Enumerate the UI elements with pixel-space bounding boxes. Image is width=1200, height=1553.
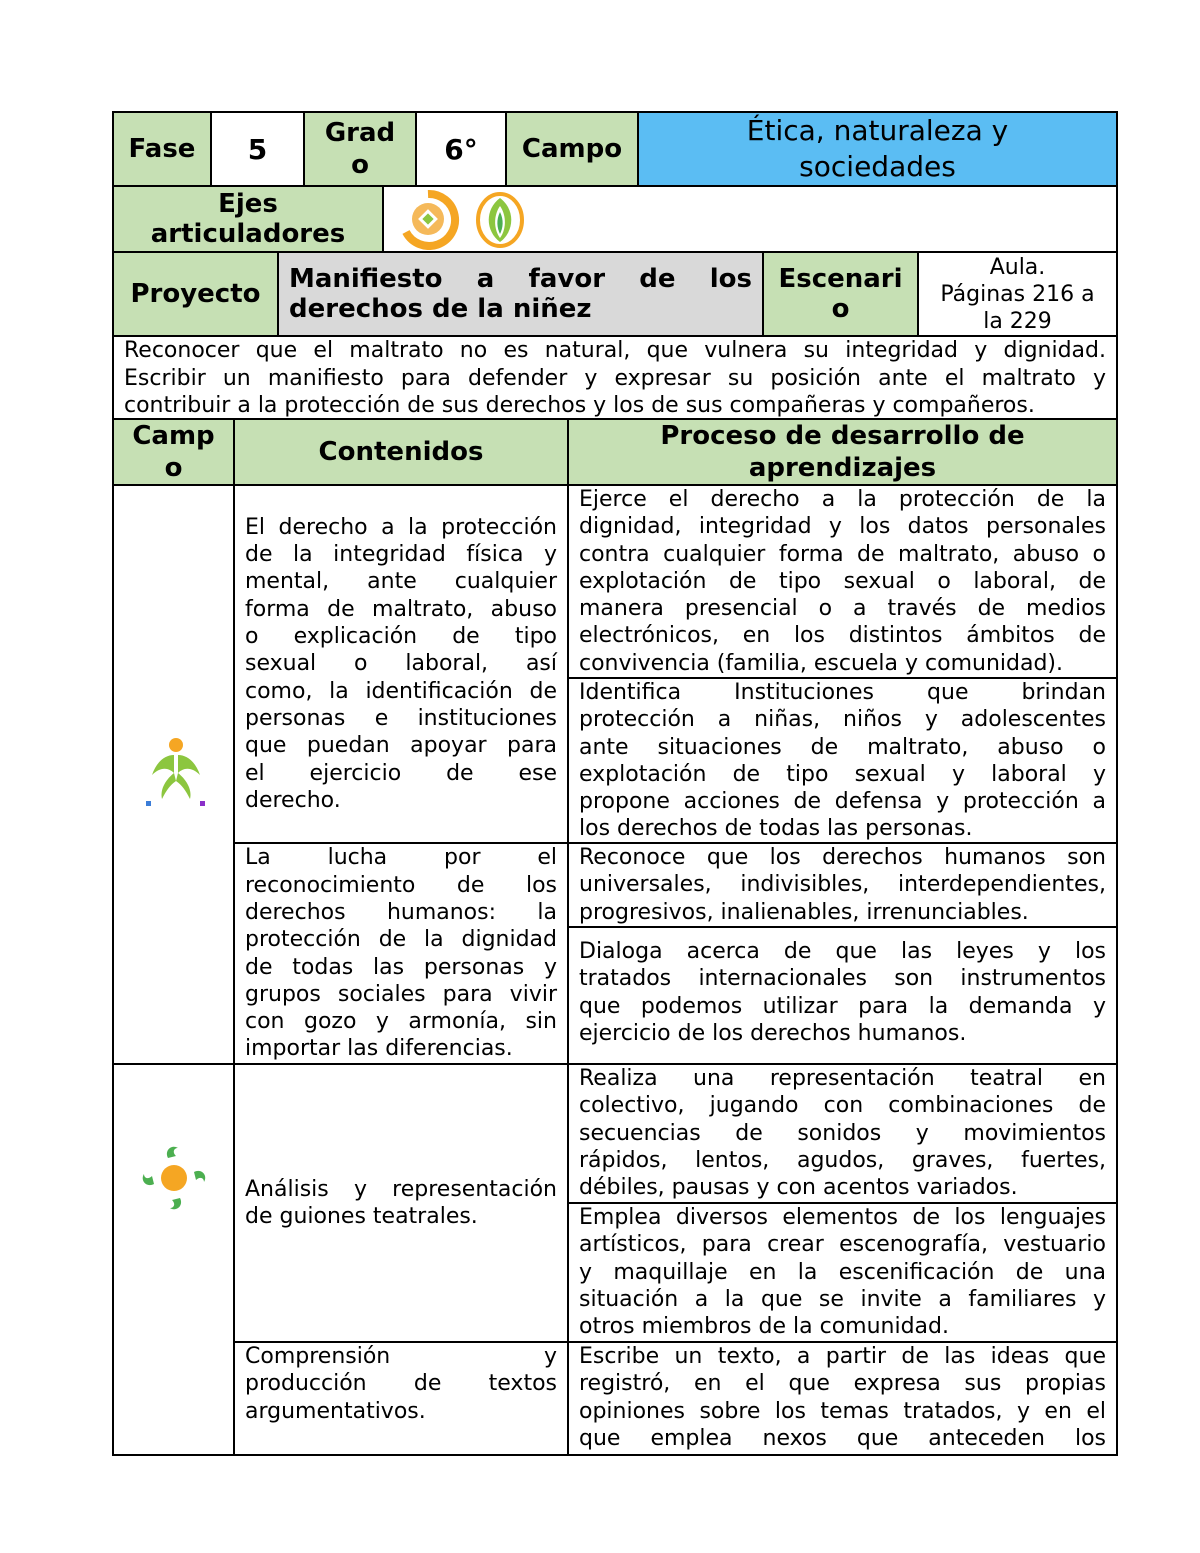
contenido-cell: Comprensión y producción de textos argumentativos. — [234, 1342, 568, 1455]
campo-icon-cell — [113, 1064, 234, 1455]
header-table — [112, 111, 1118, 187]
green-lotus-leaf-icon — [478, 194, 522, 246]
fase-value: 5 — [211, 112, 304, 186]
proceso-item: Escribe un texto, a partir de las ideas que registró, en el que expresa sus propias opiniones sobre los temas tratados, y en el que emplea nexos que anteceden los — [579, 1344, 1106, 1451]
contenido-cell: La lucha por el reconocimiento de los derechos humanos: la protección de la dignidad de todas las personas y grupos sociales para vivir con gozo y armonía, sin importar las diferencias. — [234, 843, 568, 1064]
ejes-table — [112, 185, 1118, 253]
proposito-text: Reconocer que el maltrato no es natural, que vulnera su integridad y dignidad. Escribir un manifiesto para defender y expresar su posición ante el maltrato y contribuir a la protección de sus derechos y los de sus compañeras y compañeros. — [113, 336, 1117, 421]
proceso-item: Identifica Instituciones que brindan protección a niñas, niños y adolescentes ante situaciones de maltrato, abuso o explotación de tipo sexual y laboral y propone acciones de defensa y protección a los derechos de todas las personas. — [569, 677, 1116, 842]
green-sprout-figure-icon — [134, 733, 214, 813]
proceso-item: Emplea diversos elementos de los lenguajes artísticos, para crear escenografía, vestuario y maquillaje en la escenificación de una situación a la que se invite a familiares y otros miembros de la comunidad. — [569, 1202, 1116, 1341]
proyecto-table — [112, 251, 1118, 337]
fase-label: Fase — [113, 112, 211, 186]
campo-icon-cell — [113, 485, 234, 1064]
proceso-cell — [568, 843, 1117, 1064]
campo-value: Ética, naturaleza y sociedades — [638, 112, 1117, 186]
ejes-label: Ejes articuladores — [113, 186, 383, 252]
escenario-label: Escenari o — [763, 252, 918, 336]
proceso-item: Ejerce el derecho a la protección de la dignidad, integridad y los datos personales contra cualquier forma de maltrato, abuso o explotación de tipo sexual o laboral, de manera presencial o a través de medios electrónicos, en los distintos ámbitos de convivencia (familia, escuela y comunidad). — [579, 487, 1106, 676]
orange-ring-diamond-icon — [406, 194, 455, 246]
ejes-icons — [383, 186, 1117, 252]
grado-label: Grad o — [304, 112, 416, 186]
grado-value: 6° — [416, 112, 506, 186]
col-header-proceso: Proceso de desarrollo de aprendizajes — [568, 419, 1117, 485]
proceso-cell — [568, 1342, 1117, 1455]
proceso-cell — [568, 485, 1117, 843]
col-header-contenidos: Contenidos — [234, 419, 568, 485]
campo-label: Campo — [506, 112, 638, 186]
proceso-item: Dialoga acerca de que las leyes y los tratados internacionales son instrumentos que podemos utilizar para la demanda y ejercicio de los derechos humanos. — [569, 926, 1116, 1061]
ejes-icons-svg — [396, 188, 556, 250]
contenido-cell: Análisis y representación de guiones teatrales. — [234, 1064, 568, 1342]
escenario-value: Aula. Páginas 216 a la 229 — [918, 252, 1117, 336]
proposito-table — [112, 335, 1118, 422]
col-header-campo: Camp o — [113, 419, 234, 485]
proyecto-label: Proyecto — [113, 252, 278, 336]
proceso-cell — [568, 1064, 1117, 1342]
orange-circle-green-swirls-icon — [134, 1138, 214, 1218]
contenido-cell: El derecho a la protección de la integridad física y mental, ante cualquier forma de maltrato, abuso o explicación de tipo sexual o laboral, así como, la identificación de personas e instituciones que puedan apoyar para el ejercicio de ese derecho. — [234, 485, 568, 843]
proceso-item: Realiza una representación teatral en colectivo, jugando con combinaciones de secuencias de sonidos y movimientos rápidos, lentos, agudos, graves, fuertes, débiles, pausas y con acentos variados. — [579, 1066, 1106, 1201]
proyecto-title: Manifiesto a favor de los derechos de la niñez — [278, 252, 763, 336]
proceso-item: Reconoce que los derechos humanos son universales, indivisibles, interdependientes, progresivos, inalienables, irrenunciables. — [579, 845, 1106, 925]
contenidos-table — [112, 418, 1118, 1456]
